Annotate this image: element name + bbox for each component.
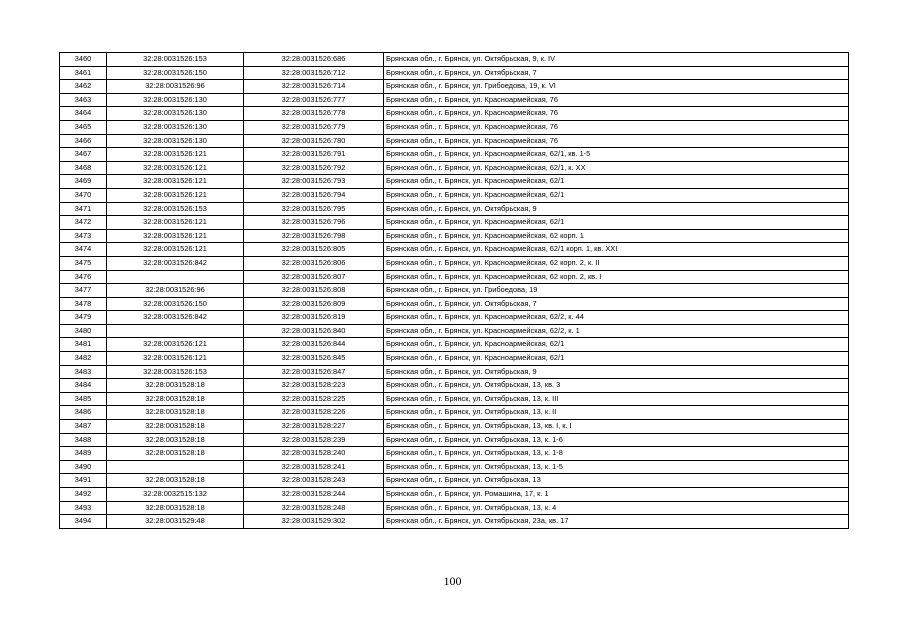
- table-row: [60, 229, 849, 243]
- table-row: [60, 66, 849, 80]
- cadastral-number-cell: 32:28:0031526:808: [244, 284, 384, 298]
- table-row: [60, 284, 849, 298]
- cadastral-number-cell: 32:28:0031528:226: [244, 406, 384, 420]
- parent-cadastral-cell: 32:28:0031528:18: [107, 501, 244, 515]
- row-number-cell: 3488: [60, 433, 107, 447]
- row-number-cell: 3484: [60, 379, 107, 393]
- cadastral-number-cell: 32:28:0031526:809: [244, 297, 384, 311]
- address-cell: Брянская обл., г. Брянск, ул. Красноармейская, 62/1: [384, 216, 849, 230]
- address-cell: Брянская обл., г. Брянск, ул. Красноармейская, 62/1, к. XX: [384, 161, 849, 175]
- address-cell: Брянская обл., г. Брянск, ул. Октябрьская, 13, к. 1-8: [384, 447, 849, 461]
- row-number-cell: 3482: [60, 352, 107, 366]
- row-number-cell: 3467: [60, 148, 107, 162]
- address-cell: Брянская обл., г. Брянск, ул. Грибоедова, 19, к. VI: [384, 80, 849, 94]
- row-number-cell: 3465: [60, 120, 107, 134]
- cadastral-number-cell: 32:28:0031526:796: [244, 216, 384, 230]
- row-number-cell: 3479: [60, 311, 107, 325]
- cadastral-number-cell: 32:28:0031526:847: [244, 365, 384, 379]
- row-number-cell: 3478: [60, 297, 107, 311]
- address-cell: Брянская обл., г. Брянск, ул. Грибоедова, 19: [384, 284, 849, 298]
- row-number-cell: 3472: [60, 216, 107, 230]
- table-row: [60, 107, 849, 121]
- row-number-cell: 3483: [60, 365, 107, 379]
- parent-cadastral-cell: 32:28:0031528:18: [107, 447, 244, 461]
- row-number-cell: 3477: [60, 284, 107, 298]
- row-number-cell: 3490: [60, 460, 107, 474]
- table-row: [60, 256, 849, 270]
- row-number-cell: 3460: [60, 53, 107, 67]
- address-cell: Брянская обл., г. Брянск, ул. Красноармейская, 76: [384, 93, 849, 107]
- cadastral-number-cell: 32:28:0031526:792: [244, 161, 384, 175]
- cadastral-number-cell: 32:28:0031526:805: [244, 243, 384, 257]
- row-number-cell: 3486: [60, 406, 107, 420]
- cadastral-number-cell: 32:28:0031528:244: [244, 488, 384, 502]
- table-row: [60, 352, 849, 366]
- cadastral-number-cell: 32:28:0031529:302: [244, 515, 384, 529]
- parent-cadastral-cell: 32:28:0031526:121: [107, 338, 244, 352]
- address-cell: Брянская обл., г. Брянск, ул. Красноармейская, 62/1: [384, 338, 849, 352]
- cadastral-number-cell: 32:28:0031526:712: [244, 66, 384, 80]
- parent-cadastral-cell: 32:28:0031526:130: [107, 134, 244, 148]
- cadastral-number-cell: 32:28:0031528:241: [244, 460, 384, 474]
- row-number-cell: 3470: [60, 188, 107, 202]
- parent-cadastral-cell: 32:28:0031528:18: [107, 433, 244, 447]
- cadastral-number-cell: 32:28:0031526:795: [244, 202, 384, 216]
- table-row: [60, 515, 849, 529]
- parent-cadastral-cell: 32:28:0031526:121: [107, 352, 244, 366]
- row-number-cell: 3487: [60, 420, 107, 434]
- parent-cadastral-cell: 32:28:0031528:18: [107, 420, 244, 434]
- parent-cadastral-cell: 32:28:0031526:130: [107, 93, 244, 107]
- parent-cadastral-cell: 32:28:0031528:18: [107, 474, 244, 488]
- address-cell: Брянская обл., г. Брянск, ул. Красноармейская, 62 корп. 2, кв. I: [384, 270, 849, 284]
- parent-cadastral-cell: 32:28:0031526:130: [107, 120, 244, 134]
- address-cell: Брянская обл., г. Брянск, ул. Октябрьская, 13, к. II: [384, 406, 849, 420]
- table-row: [60, 324, 849, 338]
- cadastral-number-cell: 32:28:0031526:780: [244, 134, 384, 148]
- table-row: [60, 406, 849, 420]
- address-cell: Брянская обл., г. Брянск, ул. Красноармейская, 62/2, к. 44: [384, 311, 849, 325]
- parent-cadastral-cell: 32:28:0031526:121: [107, 161, 244, 175]
- table-row: [60, 460, 849, 474]
- parent-cadastral-cell: 32:28:0031528:18: [107, 406, 244, 420]
- cadastral-number-cell: 32:28:0031526:777: [244, 93, 384, 107]
- cadastral-number-cell: 32:28:0031526:844: [244, 338, 384, 352]
- cadastral-number-cell: 32:28:0031528:239: [244, 433, 384, 447]
- parent-cadastral-cell: [107, 460, 244, 474]
- table-row: [60, 243, 849, 257]
- parent-cadastral-cell: 32:28:0031526:121: [107, 243, 244, 257]
- address-cell: Брянская обл., г. Брянск, ул. Октябрьская, 7: [384, 66, 849, 80]
- address-cell: Брянская обл., г. Брянск, ул. Октябрьская, 13, кв. I, к. I: [384, 420, 849, 434]
- address-cell: Брянская обл., г. Брянск, ул. Красноармейская, 76: [384, 120, 849, 134]
- table-row: [60, 338, 849, 352]
- address-cell: Брянская обл., г. Брянск, ул. Октябрьская, 9: [384, 202, 849, 216]
- table-row: [60, 80, 849, 94]
- parent-cadastral-cell: 32:28:0031526:153: [107, 202, 244, 216]
- table-row: [60, 120, 849, 134]
- parent-cadastral-cell: 32:28:0031529:48: [107, 515, 244, 529]
- cadastral-number-cell: 32:28:0031526:793: [244, 175, 384, 189]
- table-row: [60, 433, 849, 447]
- address-cell: Брянская обл., г. Брянск, ул. Октябрьская, 9: [384, 365, 849, 379]
- cadastral-number-cell: 32:28:0031526:807: [244, 270, 384, 284]
- row-number-cell: 3466: [60, 134, 107, 148]
- address-cell: Брянская обл., г. Брянск, ул. Октябрьская, 13, к. 4: [384, 501, 849, 515]
- cadastral-number-cell: 32:28:0031526:778: [244, 107, 384, 121]
- cadastral-number-cell: 32:28:0031528:225: [244, 392, 384, 406]
- table-row: [60, 474, 849, 488]
- parent-cadastral-cell: 32:28:0031528:18: [107, 379, 244, 393]
- cadastral-number-cell: 32:28:0031526:779: [244, 120, 384, 134]
- row-number-cell: 3462: [60, 80, 107, 94]
- table-row: [60, 311, 849, 325]
- row-number-cell: 3475: [60, 256, 107, 270]
- table-row: [60, 134, 849, 148]
- row-number-cell: 3474: [60, 243, 107, 257]
- cadastral-number-cell: 32:28:0031528:227: [244, 420, 384, 434]
- row-number-cell: 3476: [60, 270, 107, 284]
- cadastral-number-cell: 32:28:0031526:798: [244, 229, 384, 243]
- table-row: [60, 161, 849, 175]
- parent-cadastral-cell: 32:28:0031526:96: [107, 80, 244, 94]
- address-cell: Брянская обл., г. Брянск, ул. Октябрьская, 7: [384, 297, 849, 311]
- row-number-cell: 3480: [60, 324, 107, 338]
- parent-cadastral-cell: 32:28:0031526:121: [107, 148, 244, 162]
- parent-cadastral-cell: 32:28:0031526:121: [107, 216, 244, 230]
- address-cell: Брянская обл., г. Брянск, ул. Ромашина, 17, к. 1: [384, 488, 849, 502]
- table-row: [60, 488, 849, 502]
- parent-cadastral-cell: 32:28:0031526:121: [107, 175, 244, 189]
- table-row: [60, 420, 849, 434]
- parent-cadastral-cell: 32:28:0031526:121: [107, 229, 244, 243]
- cadastral-number-cell: 32:28:0031526:806: [244, 256, 384, 270]
- row-number-cell: 3491: [60, 474, 107, 488]
- table-row: [60, 93, 849, 107]
- row-number-cell: 3493: [60, 501, 107, 515]
- address-cell: Брянская обл., г. Брянск, ул. Октябрьская, 13, кв. 3: [384, 379, 849, 393]
- parent-cadastral-cell: 32:28:0031526:842: [107, 311, 244, 325]
- table-row: [60, 53, 849, 67]
- address-cell: Брянская обл., г. Брянск, ул. Красноармейская, 76: [384, 107, 849, 121]
- row-number-cell: 3463: [60, 93, 107, 107]
- parent-cadastral-cell: 32:28:0031526:842: [107, 256, 244, 270]
- cadastral-number-cell: 32:28:0031526:845: [244, 352, 384, 366]
- row-number-cell: 3481: [60, 338, 107, 352]
- address-cell: Брянская обл., г. Брянск, ул. Октябрьская, 13: [384, 474, 849, 488]
- parent-cadastral-cell: [107, 270, 244, 284]
- cadastral-number-cell: 32:28:0031528:243: [244, 474, 384, 488]
- cadastral-number-cell: 32:28:0031526:686: [244, 53, 384, 67]
- table-row: [60, 447, 849, 461]
- parent-cadastral-cell: 32:28:0031526:150: [107, 297, 244, 311]
- address-cell: Брянская обл., г. Брянск, ул. Красноармейская, 62/2, к. 1: [384, 324, 849, 338]
- registry-table-body: [60, 53, 849, 529]
- address-cell: Брянская обл., г. Брянск, ул. Красноармейская, 62/1 корп. 1, кв. XXI: [384, 243, 849, 257]
- cadastral-number-cell: 32:28:0031526:714: [244, 80, 384, 94]
- cadastral-number-cell: 32:28:0031528:248: [244, 501, 384, 515]
- parent-cadastral-cell: 32:28:0031526:153: [107, 53, 244, 67]
- row-number-cell: 3468: [60, 161, 107, 175]
- table-row: [60, 365, 849, 379]
- parent-cadastral-cell: 32:28:0031526:121: [107, 188, 244, 202]
- cadastral-number-cell: 32:28:0031526:791: [244, 148, 384, 162]
- address-cell: Брянская обл., г. Брянск, ул. Красноармейская, 76: [384, 134, 849, 148]
- row-number-cell: 3471: [60, 202, 107, 216]
- table-row: [60, 202, 849, 216]
- table-row: [60, 270, 849, 284]
- cadastral-number-cell: 32:28:0031526:819: [244, 311, 384, 325]
- address-cell: Брянская обл., г. Брянск, ул. Октябрьская, 13, к. III: [384, 392, 849, 406]
- row-number-cell: 3461: [60, 66, 107, 80]
- parent-cadastral-cell: 32:28:0031526:130: [107, 107, 244, 121]
- address-cell: Брянская обл., г. Брянск, ул. Октябрьская, 23а, кв. 17: [384, 515, 849, 529]
- address-cell: Брянская обл., г. Брянск, ул. Красноармейская, 62 корп. 2, к. II: [384, 256, 849, 270]
- address-cell: Брянская обл., г. Брянск, ул. Красноармейская, 62/1, кв. 1-5: [384, 148, 849, 162]
- table-row: [60, 175, 849, 189]
- cadastral-number-cell: 32:28:0031528:240: [244, 447, 384, 461]
- parent-cadastral-cell: 32:28:0031528:18: [107, 392, 244, 406]
- parent-cadastral-cell: 32:28:0031526:153: [107, 365, 244, 379]
- address-cell: Брянская обл., г. Брянск, ул. Красноармейская, 62/1: [384, 352, 849, 366]
- table-row: [60, 297, 849, 311]
- row-number-cell: 3485: [60, 392, 107, 406]
- cadastral-number-cell: 32:28:0031528:223: [244, 379, 384, 393]
- parent-cadastral-cell: 32:28:0032515:132: [107, 488, 244, 502]
- row-number-cell: 3469: [60, 175, 107, 189]
- address-cell: Брянская обл., г. Брянск, ул. Красноармейская, 62/1: [384, 188, 849, 202]
- table-row: [60, 379, 849, 393]
- row-number-cell: 3473: [60, 229, 107, 243]
- table-row: [60, 188, 849, 202]
- table-row: [60, 216, 849, 230]
- row-number-cell: 3494: [60, 515, 107, 529]
- cadastral-number-cell: 32:28:0031526:794: [244, 188, 384, 202]
- table-row: [60, 392, 849, 406]
- address-cell: Брянская обл., г. Брянск, ул. Октябрьская, 9, к. IV: [384, 53, 849, 67]
- table-row: [60, 148, 849, 162]
- address-cell: Брянская обл., г. Брянск, ул. Октябрьская, 13, к. 1-6: [384, 433, 849, 447]
- row-number-cell: 3489: [60, 447, 107, 461]
- table-row: [60, 501, 849, 515]
- parent-cadastral-cell: 32:28:0031526:96: [107, 284, 244, 298]
- address-cell: Брянская обл., г. Брянск, ул. Октябрьская, 13, к. 1-5: [384, 460, 849, 474]
- cadastral-number-cell: 32:28:0031526:840: [244, 324, 384, 338]
- page-number: 100: [443, 574, 462, 588]
- row-number-cell: 3464: [60, 107, 107, 121]
- parent-cadastral-cell: [107, 324, 244, 338]
- parent-cadastral-cell: 32:28:0031526:150: [107, 66, 244, 80]
- address-cell: Брянская обл., г. Брянск, ул. Красноармейская, 62/1: [384, 175, 849, 189]
- registry-table: [59, 52, 849, 529]
- row-number-cell: 3492: [60, 488, 107, 502]
- address-cell: Брянская обл., г. Брянск, ул. Красноармейская, 62 корп. 1: [384, 229, 849, 243]
